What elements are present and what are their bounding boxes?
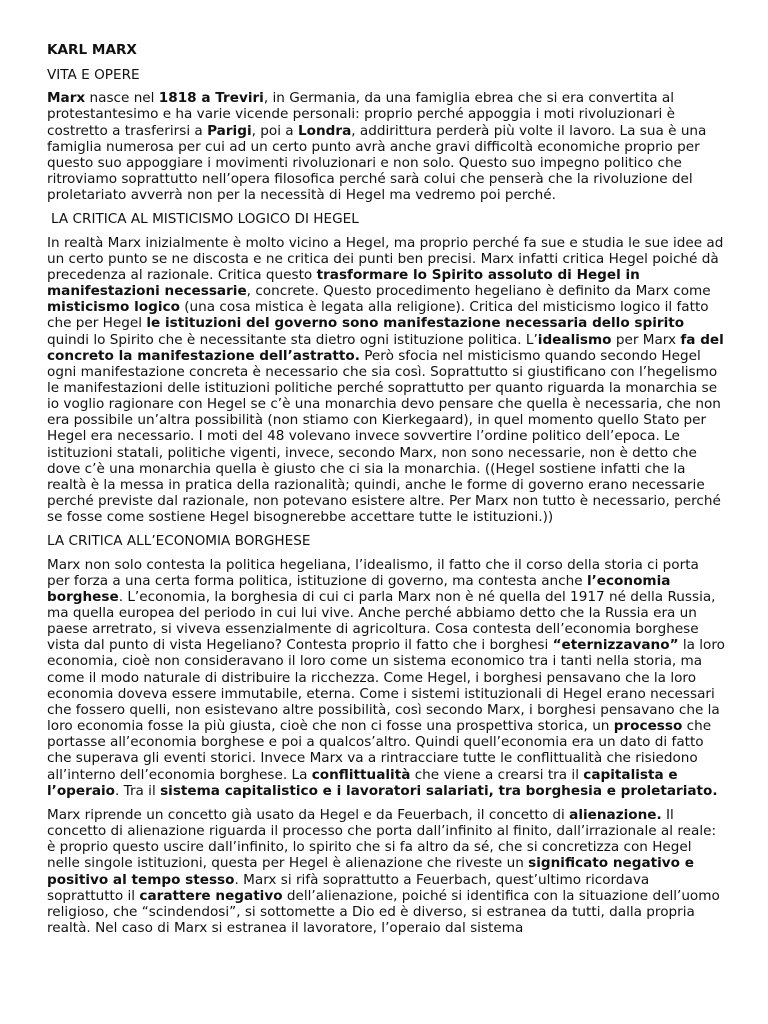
bold-text: 1818 a Treviri xyxy=(158,90,264,107)
bold-text: alienazione. xyxy=(569,806,662,823)
bold-text: l’economia borghese xyxy=(47,572,671,605)
text-run: . L’economia, la borghesia di cui ci parla Marx non è né quella del 1917 né della Russia, ma quella europea del periodo in cui lui vive. Anche perché abbiamo detto che la Russia era un paese arretrato, si viveva essenzialmente di agricoltura. Cosa contesta dell’economia borghese vista dal punto di vista Hegeliano? Contesta proprio il fatto che i borghesi xyxy=(47,588,716,654)
bold-text: idealismo xyxy=(537,331,612,348)
bold-text: capitalista e l’operaio xyxy=(47,766,678,799)
section-heading: LA CRITICA ALL’ECONOMIA BORGHESE xyxy=(47,533,311,550)
paragraph xyxy=(47,90,725,203)
text-run: che portasse all’economia borghese e poi a qualcos’altro. Quindi quell’economia era un dato di fatto che superava gli eventi storici. Invece Marx va a rintracciare tutte le conflittualità che risiedono all’interno dell’economia borghese. La xyxy=(47,718,712,783)
text-run: , in Germania, da una famiglia ebrea che si era convertita al protestantesimo e ha varie vicende personali: proprio perché appoggia i moti rivoluzionari è costretto a trasferirsi a xyxy=(47,90,676,139)
text-run: per Marx xyxy=(611,331,681,348)
text-run: (una cosa mistica è legata alla religione). Critica del misticismo logico il fatto che per Hegel xyxy=(47,299,709,332)
text-run: nasce nel xyxy=(85,90,159,107)
text-run: . Tra il xyxy=(115,782,161,799)
bold-text: conflittualità xyxy=(311,766,411,783)
paragraph xyxy=(47,235,725,526)
text-run: dell’alienazione, poiché si identifica con la situazione dell’uomo religioso, che “scindendosi”, si sottomette a Dio ed è diverso, si estranea da tutti, dalla propria realtà. Nel caso di Marx si estranea il lavoratore, l’operaio dal sistema xyxy=(47,887,720,936)
document-body xyxy=(47,67,725,936)
document-title: KARL MARX xyxy=(47,42,137,58)
text-run: che viene a crearsi tra il xyxy=(410,766,584,783)
text-run: quindi lo Spirito che è necessitante sta dietro ogni istituzione politica. L’ xyxy=(47,331,538,348)
bold-text: misticismo logico xyxy=(47,299,180,316)
bold-text: significato negativo e positivo al tempo stesso xyxy=(47,855,694,888)
section-heading: LA CRITICA AL MISTICISMO LOGICO DI HEGEL xyxy=(51,211,359,228)
text-run: la loro economia, cioè non consideravano il loro come un sistema economico tra i tanti nella storia, ma come il modo naturale di distribuire la ricchezza. Come Hegel, i borghesi pensavano che la loro economia doveva essere immutabile, eterna. Come i sistemi istituzionali di Hegel erano necessari che fossero quelli, non esistevano altre possibilità, così secondo Marx, i borghesi pensavano che la loro economia fosse la più giusta, cioè che non ci fosse una prospettiva storica, un xyxy=(47,637,725,735)
text-run: . Marx si rifà soprattutto a Feuerbach, quest’ultimo ricordava soprattutto il xyxy=(47,871,650,904)
paragraph xyxy=(47,807,725,936)
text-run: Marx non solo contesta la politica hegeliana, l’idealismo, il fatto che il corso della storia ci porta per forza a una certa forma politica, istituzione di governo, ma contesta anche xyxy=(47,556,699,589)
bold-text: le istituzioni del governo sono manifestazione necessaria dello spirito xyxy=(146,315,685,332)
text-run: Il concetto di alienazione riguarda il processo che porta dall’infinito al finito, dall’irrazionale al reale: è proprio questo uscire dall’infinito, lo spirito che si fa altro da sé, che si concretizza con Hegel nelle singole istituzioni, questa per Hegel è alienazione che riveste un xyxy=(47,806,717,872)
text-run: Però sfocia nel misticismo quando secondo Hegel ogni manifestazione concreta è necessario che sia così. Soprattutto si giustificano con l’hegelismo le manifestazioni delle istituzioni politiche perché soprattutto per quanto riguarda la monarchia se io voglio ragionare con Hegel se c’è una monarchia devo pensare che quella è necessaria, che non era possibile un’altra possibilità (non stiamo con Kierkegaard), in quel momento quello Stato per Hegel era necessario. I moti del 48 volevano invece sovvertire l’ordine politico dell’epoca. Le istituzioni statali, politiche vigenti, invece, secondo Marx, non sono necessarie, non è detto che dove c’è una monarchia quella è giusto che ci sia la monarchia. ((Hegel sostiene infatti che la realtà è la messa in pratica della razionalità; quindi, anche le forme di governo erano necessarie perché previste dal razionale, non potevano esistere altre. Per Marx non tutto è necessario, perché se fosse come sostiene Hegel bisognerebbe accettare tutte le istituzioni.)) xyxy=(47,347,721,526)
bold-text: processo xyxy=(613,718,683,735)
paragraph xyxy=(47,557,725,799)
text-run: In realtà Marx inizialmente è molto vicino a Hegel, ma proprio perché fa sue e studia le sue idee ad un certo punto se ne discosta e ne critica dei punti ben precisi. Marx infatti critica Hegel poiché dà precedenza al razionale. Critica questo xyxy=(47,234,724,283)
document-page xyxy=(47,42,725,944)
bold-text: Parigi xyxy=(207,122,252,139)
section-heading: VITA E OPERE xyxy=(47,67,140,84)
bold-text: sistema capitalistico e i lavoratori salariati, tra borghesia e proletariato. xyxy=(160,782,718,799)
text-run: , poi a xyxy=(251,122,298,139)
text-run: Marx riprende un concetto già usato da Hegel e da Feuerbach, il concetto di xyxy=(47,806,570,823)
text-run: , concrete. Questo procedimento hegeliano è definito da Marx come xyxy=(246,283,711,300)
bold-text: Marx xyxy=(47,90,86,107)
text-run: , addirittura perderà più volte il lavoro. La sua è una famiglia numerosa per cui ad un certo punto avrà anche gravi difficoltà economiche proprio per questo suo appoggiare i movimenti rivoluzionari e non solo. Questo suo impegno politico che ritroviamo soprattutto nell’opera filosofica perché sarà colui che penserà che la rivoluzione del proletariato avverrà non per la necessità di Hegel ma vedremo poi perché. xyxy=(47,122,707,204)
bold-text: fa del concreto la manifestazione dell’astratto. xyxy=(47,331,724,364)
bold-text: “eternizzavano” xyxy=(552,637,679,654)
bold-text: trasformare lo Spirito assoluto di Hegel in manifestazioni necessarie xyxy=(47,266,640,300)
bold-text: Londra xyxy=(297,122,352,139)
bold-text: carattere negativo xyxy=(139,887,283,904)
